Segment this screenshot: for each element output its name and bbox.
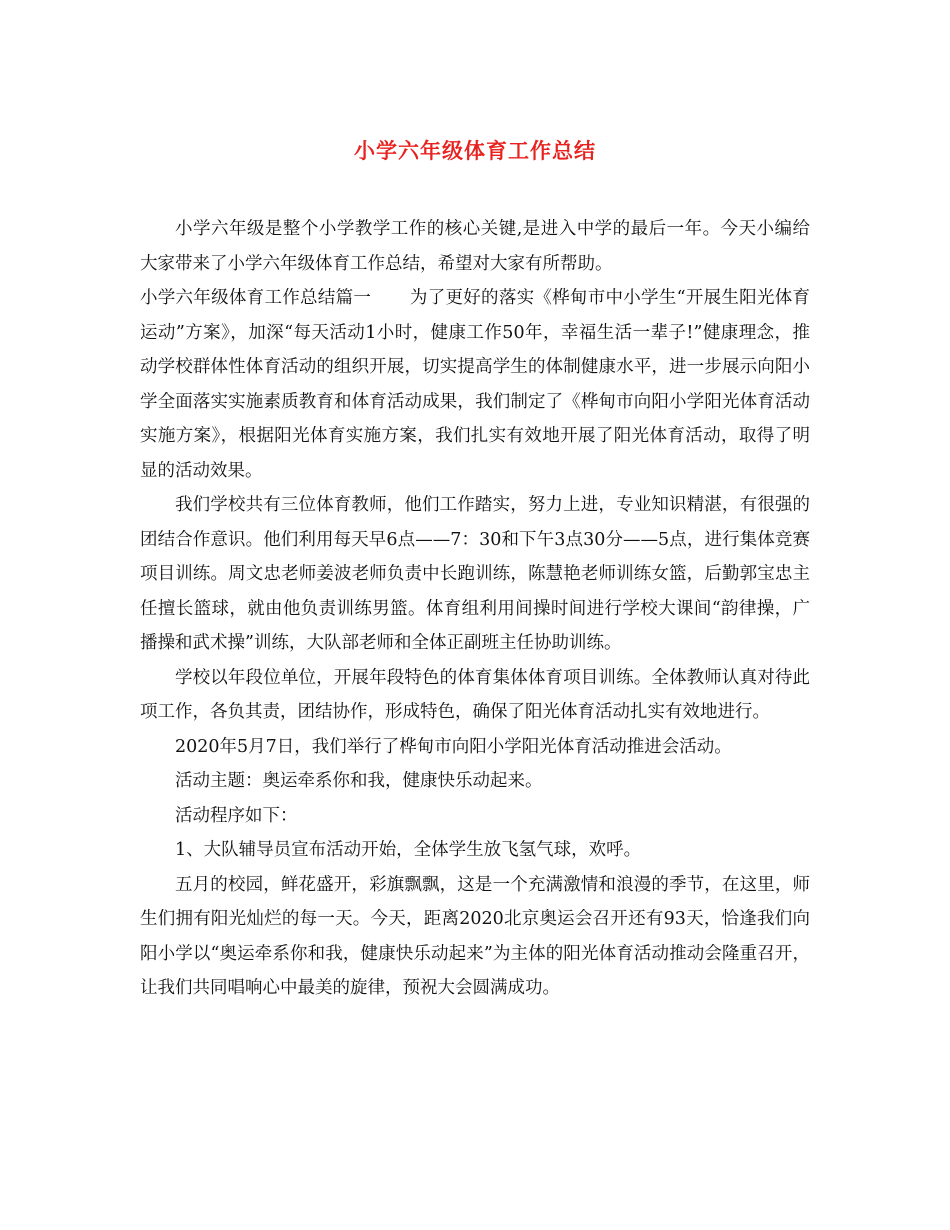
grade-training-paragraph: 学校以年段位单位，开展年段特色的体育集体体育项目训练。全体教师认真对待此项工作，各负其责，团结协作，形成特色，确保了阳光体育活动扎实有效地进行。	[140, 667, 810, 722]
document-title: 小学六年级体育工作总结	[354, 138, 596, 163]
document-body	[140, 212, 810, 1006]
teachers-paragraph: 我们学校共有三位体育教师，他们工作踏实，努力上进，专业知识精湛，有很强的团结合作意识。他们利用每天早6点——7：30和下午3点30分——5点，进行集体竞赛项目训练。周文忠老师姜波老师负责中长跑训练，陈慧艳老师训练女篮，后勤郭宝忠主任擅长篮球，就由他负责训练男篮。体育组利用间操时间进行学校大课间“韵律操，广播操和武术操”训练，大队部老师和全体正副班主任协助训练。	[140, 495, 810, 653]
event-program-heading: 活动程序如下：	[175, 805, 298, 826]
intro-paragraph: 小学六年级是整个小学教学工作的核心关键,是进入中学的最后一年。今天小编给大家带来了小学六年级体育工作总结，希望对大家有所帮助。	[140, 219, 810, 274]
section-heading: 小学六年级体育工作总结篇一	[140, 288, 372, 308]
event-theme-paragraph: 活动主题：奥运牵系你和我，健康快乐动起来。	[175, 771, 543, 791]
event-date-paragraph: 2020年5月7日，我们举行了桦甸市向阳小学阳光体育活动推进会活动。	[175, 736, 732, 757]
section-paragraph	[140, 281, 810, 488]
section-first-paragraph: 为了更好的落实《桦甸市中小学生“开展生阳光体育运动”方案》，加深“每天活动1小时，健康工作50年，幸福生活一辈子!”健康理念，推动学校群体性体育活动的组织开展，切实提高学生的体制健康水平，进一步展示向阳小学全面落实实施素质教育和体育活动成果，我们制定了《桦甸市向阳小学阳光体育活动实施方案》，根据阳光体育实施方案，我们扎实有效地开展了阳光体育活动，取得了明显的活动效果。	[140, 288, 811, 481]
may-campus-paragraph: 五月的校园，鲜花盛开，彩旗飘飘，这是一个充满激情和浪漫的季节，在这里，师生们拥有阳光灿烂的每一天。今天，距离2020北京奥运会召开还有93天，恰逢我们向阳小学以“奥运牵系你和我，健康快乐动起来”为主体的阳光体育活动推动会隆重召开，让我们共同唱响心中最美的旋律，预祝大会圆满成功。	[140, 874, 810, 998]
program-step-1: 1、大队辅导员宣布活动开始，全体学生放飞氢气球，欢呼。	[175, 840, 642, 860]
